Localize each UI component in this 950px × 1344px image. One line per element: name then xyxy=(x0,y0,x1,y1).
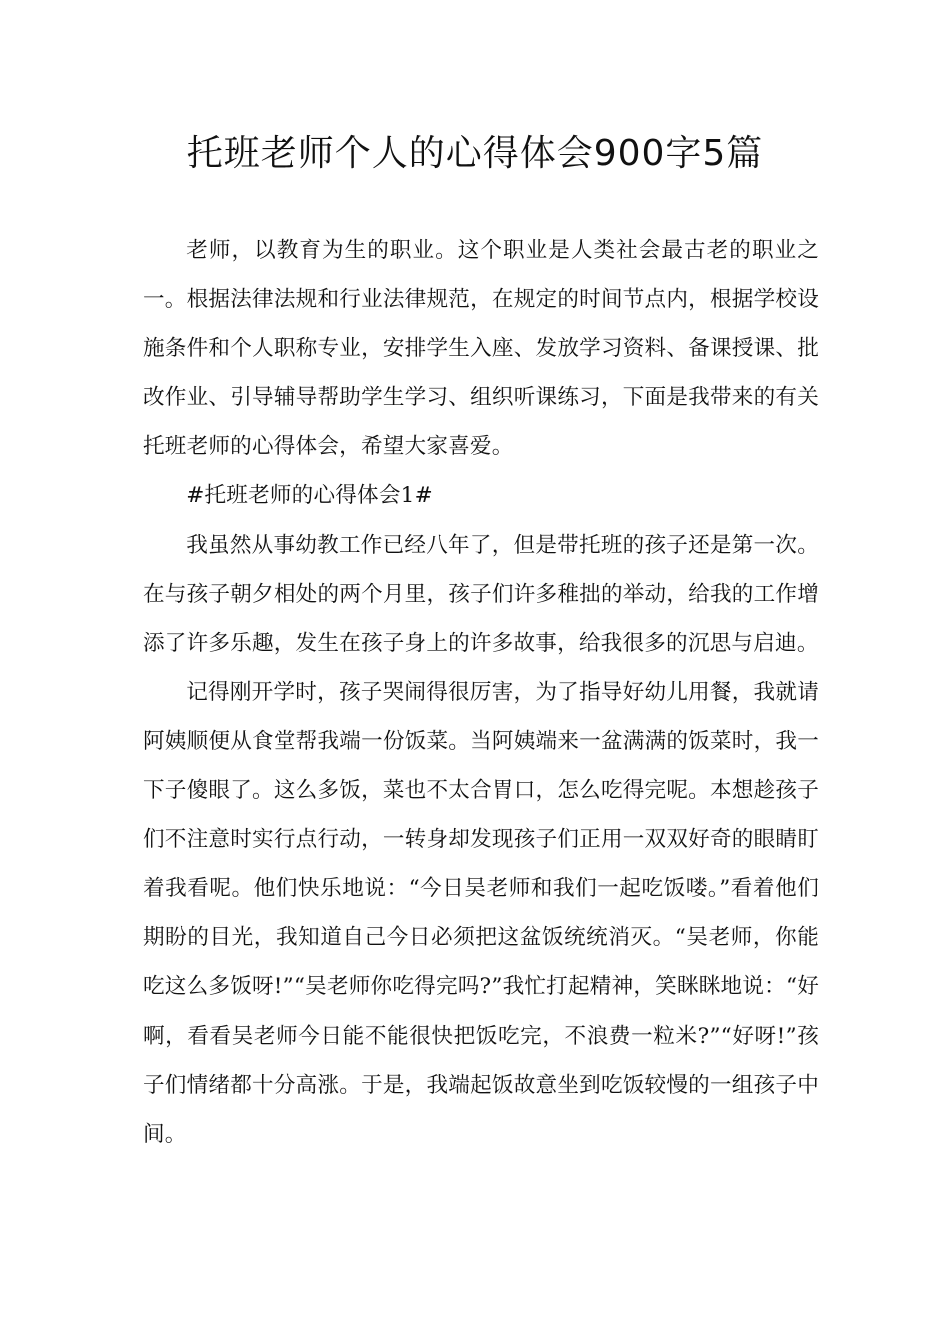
paragraph-lunch-story: 记得刚开学时，孩子哭闹得很厉害，为了指导好幼儿用餐，我就请阿姨顺便从食堂帮我端一份饭菜。当阿姨端来一盆满满的饭菜时，我一下子傻眼了。这么多饭，菜也不太合胃口，怎么吃得完呢。本想趁孩子们不注意时实行点行动，一转身却发现孩子们正用一双双好奇的眼睛盯着我看呢。他们快乐地说：“今日吴老师和我们一起吃饭喽。”看着他们期盼的目光，我知道自己今日必须把这盆饭统统消灭。“吴老师，你能吃这么多饭呀!”“吴老师你吃得完吗?”我忙打起精神，笑眯眯地说：“好啊，看看吴老师今日能不能很快把饭吃完，不浪费一粒米?”“好呀!”孩子们情绪都十分高涨。于是，我端起饭故意坐到吃饭较慢的一组孩子中间。 xyxy=(143,679,819,1147)
paragraph-first-experience: 我虽然从事幼教工作已经八年了，但是带托班的孩子还是第一次。在与孩子朝夕相处的两个月里，孩子们许多稚拙的举动，给我的工作增添了许多乐趣，发生在孩子身上的许多故事，给我很多的沉思与启迪。 xyxy=(143,532,819,656)
document-body xyxy=(143,226,819,1159)
paragraph-intro: 老师，以教育为生的职业。这个职业是人类社会最古老的职业之一。根据法律法规和行业法律规范，在规定的时间节点内，根据学校设施条件和个人职称专业，安排学生入座、发放学习资料、备课授课、批改作业、引导辅导帮助学生学习、组织听课练习，下面是我带来的有关托班老师的心得体会，希望大家喜爱。 xyxy=(143,238,819,460)
section-heading: #托班老师的心得体会1# xyxy=(186,483,433,509)
document-title: 托班老师个人的心得体会900字5篇 xyxy=(186,133,764,174)
